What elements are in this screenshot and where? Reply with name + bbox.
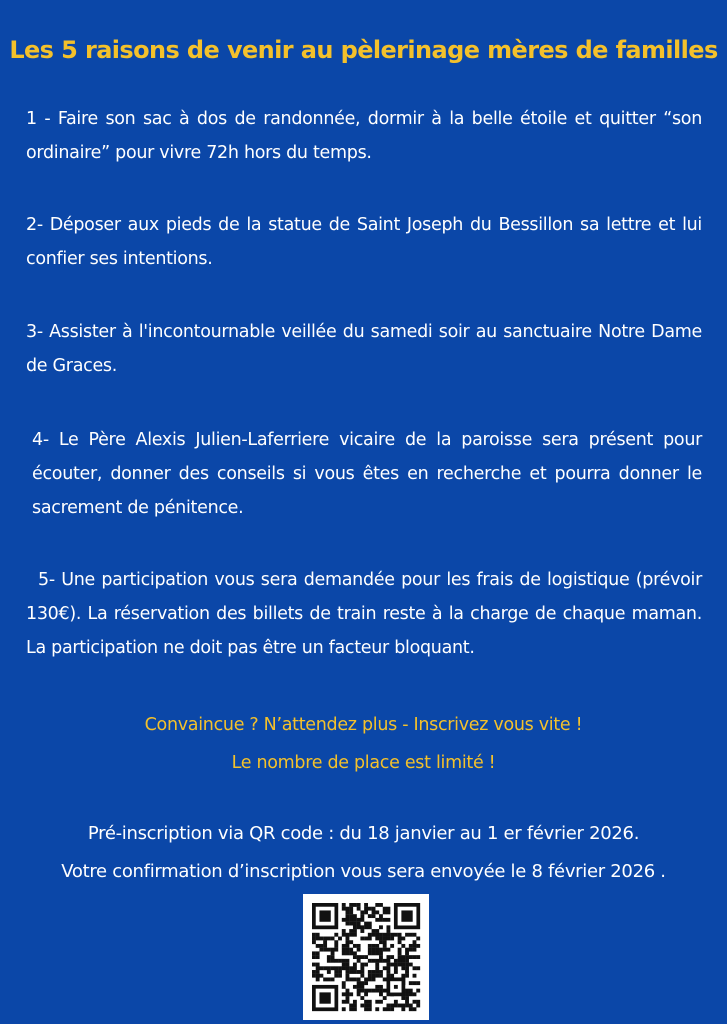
preregistration-info: Pré-inscription via QR code : du 18 janvier au 1 er février 2026. — [87, 823, 640, 844]
page-title: Les 5 raisons de venir au pèlerinage mères de familles — [9, 36, 718, 64]
limited-places-note: Le nombre de place est limité ! — [231, 753, 496, 773]
reason-3: 3- Assister à l'incontournable veillée du samedi soir au sanctuaire Notre Dame de Graces. — [26, 322, 702, 376]
reason-4: 4- Le Père Alexis Julien-Laferriere vicaire de la paroisse sera présent pour écouter, donner des conseils si vous êtes en recherche et pourra donner le sacrement de pénitence. — [32, 430, 702, 518]
confirmation-info: Votre confirmation d’inscription vous sera envoyée le 8 février 2026 . — [61, 861, 666, 882]
reason-5: 5- Une participation vous sera demandée pour les frais de logistique (prévoir 130€). La réservation des billets de train reste à la charge de chaque maman. La participation ne doit pas être un facteur bloquant. — [26, 570, 702, 658]
reason-2: 2- Déposer aux pieds de la statue de Saint Joseph du Bessillon sa lettre et lui confier ses intentions. — [26, 215, 702, 269]
qr-code-icon[interactable] — [303, 894, 429, 1020]
reason-1: 1 - Faire son sac à dos de randonnée, dormir à la belle étoile et quitter “son ordinaire” pour vivre 72h hors du temps. — [26, 109, 702, 163]
qr-code-graphic — [303, 894, 429, 1020]
call-to-action: Convaincue ? N’attendez plus - Inscrivez vous vite ! — [144, 715, 583, 735]
